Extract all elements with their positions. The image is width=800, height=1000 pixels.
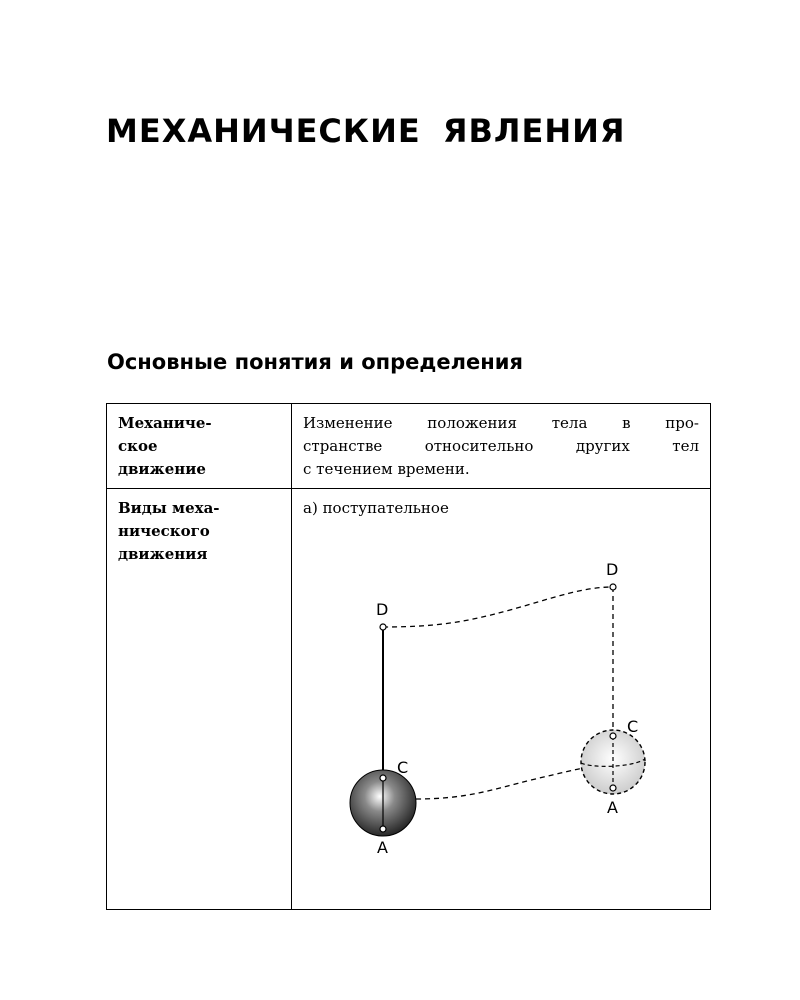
term-line: Виды меха- [118, 499, 220, 517]
label-right-a: A [607, 798, 618, 817]
definition-line: Изменение положения тела в про- [303, 414, 699, 432]
left-point-c [380, 775, 386, 781]
term-cell [107, 404, 292, 489]
trajectory-d-path [383, 587, 613, 627]
left-point-a [380, 826, 386, 832]
definition-line: а) поступательное [303, 499, 449, 517]
definition-line: с течением времени. [303, 460, 470, 478]
term-line: движения [118, 545, 208, 563]
term-line: ское [118, 437, 158, 455]
term-line: движение [118, 460, 206, 478]
right-point-a [610, 785, 616, 791]
section-title: Основные понятия и определения [107, 350, 523, 374]
definitions-table [106, 403, 711, 910]
right-point-d [610, 584, 616, 590]
definition-cell [292, 489, 711, 910]
left-point-d [380, 624, 386, 630]
translational-motion-diagram [291, 530, 709, 857]
term-line: Механиче- [118, 414, 212, 432]
label-left-d: D [376, 600, 389, 619]
definition-line: странстве относительно других тел [303, 437, 699, 455]
term-line: нического [118, 522, 210, 540]
table-row [107, 489, 711, 910]
term-cell [107, 489, 292, 910]
label-right-c: C [627, 717, 639, 736]
label-left-c: C [397, 758, 409, 777]
label-left-a: A [377, 838, 388, 857]
right-point-c [610, 733, 616, 739]
definition-cell [292, 404, 711, 489]
table-row [107, 404, 711, 489]
label-right-d: D [606, 560, 619, 579]
chapter-title: МЕХАНИЧЕСКИЕ ЯВЛЕНИЯ [106, 112, 626, 150]
trajectory-ball-path [416, 768, 585, 799]
